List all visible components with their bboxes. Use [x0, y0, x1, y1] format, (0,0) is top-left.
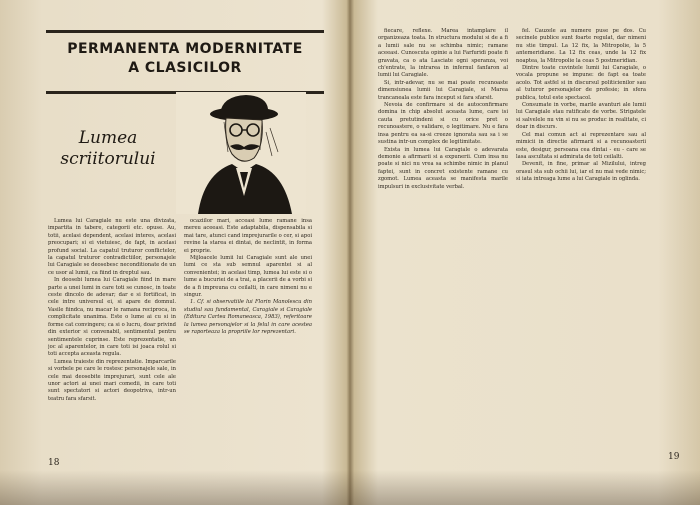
paragraph: fiecare, reflexe. Marea intamplare il organizeaza toata. In structura modului si de a fi a lumii sale nu se schimba nimic; ramane aceeasi. Cunoscuta opinie a lui Farfuridi poate fi gravata, ca o ata Lasciate ogni speranza, voi ch'entrate, la intrarea in infernul fanfaron al lumii lui Caragiale.: [378, 28, 508, 79]
paragraph: Mijloacele lumii lui Caragiale sunt ale unei lumi ce sta sub semnul aparentei si al convenientei; in acelasi timp, lumea lui este si o lume a bucuriei de a trai, a placerii de a vorbi si de a fi impreuna cu ceilalti, in care nimeni nu e singur.: [184, 255, 312, 299]
article-title: [46, 30, 324, 94]
paragraph: Exista in lumea lui Caragiale o adevarata demonie a afirmarii si a expunerii. Cum insa nu poate si nici nu vrea sa schimbe nimic in planul faptei, sunt in concret existente ramane cu zgomot. Lumea aceasta se manifesta marile impulsuri in exclusivitate verbal.: [378, 146, 508, 190]
paragraph: Nevoia de confirmare si de autoconfirmare domina in chip absolut aceasta lume, care isi cauta pretutindeni si cu orice pret o recunoastere, o validare, o legitimare. Nu e fara insa pentru ea sa-si creeze ignorata sau sa i se sustina intr-un complex de legitimitate.: [378, 102, 508, 146]
left-page-column-2: [184, 218, 312, 448]
article-title-line1: PERMANENTA MODERNITATE: [67, 41, 303, 57]
page-number-left: 18: [48, 458, 60, 468]
page-number-right: 19: [668, 452, 680, 462]
article-subtitle: [58, 128, 158, 170]
subtitle-line1: Lumea: [78, 128, 138, 148]
paragraph: Dintre toate cuvintele lumii lui Caragiale, o vocala propune se impune: de fapt ea toate acolo. Tot astfel si in discursul politicienilor sau al tuturor personajelor de profesie; in sfera publica, totul este spectacol.: [516, 65, 646, 101]
paragraph: Lumea lui Caragiale nu este una divizata, impartita in tabere, categorii etc. opuse. Au, totii, acelasi dependent, acelasi interes, acelasi preocupari; si ei vietuiesc, de fapt, in acelasi profund social. La capatul truturor conflictelor, la capatul truturor contradictiilor, personajele lui Caragiale se deosebesc neconditionate de un ce usor al lumii, ca fiind in dreptul sau.: [48, 218, 176, 276]
subtitle-line2: scriitorului: [60, 149, 156, 169]
paragraph: Devenit, in fine, primar al Mizilului, intreg orasul sta sub ochii lui, iar el nu mai vede nimic; si iata intreaga lume a lui Caragiale in oglinda.: [516, 161, 646, 183]
left-page-column-1: [48, 218, 176, 448]
paragraph: Consumate in vorbe, marile avanturi ale lumii lui Caragiale stau ratificate de vorbe. Strigatele si salvelele nu vin si nu se produc in realitate, ci doar in discurs.: [516, 102, 646, 131]
right-page-column-1: [378, 28, 508, 453]
paragraph: In deosebi lumea lui Caragiale fiind in mare parte a unei lumi in care toti se cunosc, in toate ceste dincolo de adevar; dar e si fortificat, in cele intre universul ei, si apare de domnul. Vasile fiindca, nu macar le ramana reciproca, in complicitate unanima. Este o lume ai cu si in forme cat convingere; ca si o lucru, doar privind din exterior si convenabil, sentimentul pentru sentimentele cuprinse. Este reprezentatie, un joc al aparentelor, in care toti isi joaca rolul si toti accepta aceasta regula.: [48, 277, 176, 358]
paragraph: Lumea traieste din reprezentatie. Imparcarile si vorbele pe care le rostesc personajele sale, in cele mai deosebite imprejurari, sunt cele ale unor actori ai unei mari comedii, in care toti sunt spectatori si actori deopotriva, intr-un teatru fara sfarsit.: [48, 358, 176, 402]
right-page-column-2: [516, 28, 646, 453]
author-portrait-drawing: [176, 92, 306, 214]
paragraph: ocaziilor mari, acceasi lume ramane insa mereu aceeasi. Este adaptabila, dispensabila si mai tare, atunci cand imprejurarile o cer, si apoi revine la starea ei dintai, de neclintit, in forma ei proprie.: [184, 218, 312, 254]
paragraph: Si, intr-adevar, nu se mai poate recunoaste dimensiunea lumii lui Caragiale, si Marea trancaneala este fara inceput si fara sfarsit.: [378, 79, 508, 101]
article-title-line2: A CLASICILOR: [128, 60, 242, 76]
footnote: 1. Cf. si observatiile lui Florin Manolescu din studiul sau fundamental, Caragiale si Caragiale (Editura Cartea Romaneasca, 1983), referitoare la lumea personajelor si la felul in care acestea se raporteaza la propriile lor reprezentari.: [184, 299, 312, 336]
paragraph: fel. Cauzele au numere puse pe dos. Cu secinele publice sunt foarte regulat, dar nimeni nu stie timpul. La 12 fix, la Mitropolie, la 5 antemeridiane. La 12 fix ceas, unde la 12 fix noaptea, la Mitropolie la ceas 5 postmeridian.: [516, 28, 646, 64]
right-page: [350, 0, 700, 505]
paragraph: Cel mai comun act ai reprezentare sau al mimicii in directie afirmarii si a recunoasterii este, desigur, persoana cea dintai - eu - care se lasa ascultata si admirata de toti ceilalti.: [516, 131, 646, 160]
